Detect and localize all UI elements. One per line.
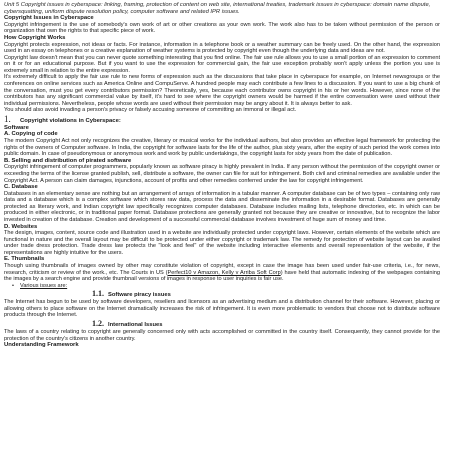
bullet-item [4,283,440,290]
subheading-copying-of-code: A. Copying of code [4,131,58,138]
numbered-heading-copyright-violations [4,115,440,124]
subheading-websites: D. Websites [4,223,38,230]
subheading-pirated-software: B. Selling and distribution of pirated software [4,157,132,164]
case-citation-link[interactable]: Perfect10 v Amazon, Kelly v Arriba Soft Corp [167,269,281,276]
heading-number: 1.2. [92,319,104,328]
heading-understanding-framework: Understanding Framework [4,342,79,349]
paragraph: Copyright infringement of computer programmers, popularly known as software piracy is highly prevalent in India. If any person without the permission of the copyright owner or exceeding the terms of the license granted publish, sell, distribute a software, the owner can file for suit for infringement. Both civil and criminal remedies are available under the Copyright Act. A person can claim damages, injunctions, account of profits and other remedies conferred under the law for copyright infringement. [4,164,440,184]
section-heading-copyright-issues: Copyright Issues in Cyberspace [4,15,94,22]
paragraph: Copyright protects expression, not ideas or facts. For instance, information in a telephone book or a weather summary can be freely used. On the other hand, the expression used in an essay on telephones or a creative explanation of weather systems is protected by copyright even though the underlying data and ideas are not. [4,41,440,55]
heading-text: Software piracy issues [108,292,171,299]
text-span: ) have held that automatic indexing of the webpages containing the images by a search engine and provide thumbnail versions of images in response to user inquiries is fair use. [4,269,440,283]
subheading-database: C. Database [4,184,38,191]
paragraph: The laws of a country relating to copyright are generally concerned only with acts accomplished or committed in the country itself. Consequently, they cannot provide for the protection of the country's citizens in another country. [4,329,440,342]
heading-number: 1. [4,113,11,124]
text-span: Though using thumbnails of images owned by other may constitute violation of copyright, except in case the image has been used under fair-use criteria, i.e., for news, research, criticism or review of the work., etc. The Courts in US ( [4,263,440,276]
unit-title: Unit 5 Copyright issues in cyberspace: linking, framing, protection of content on web site, international treaties, trademark issues in cyberspace: domain name dispute, cybersquatting, uniform dispute resolution policy, computer software and related IPR issues. [4,2,431,15]
heading-number: 1.1. [92,289,104,299]
subheading-thumbnails: E. Thumbnails [4,256,45,263]
bullet-text: Various issues are: [20,282,68,289]
paragraph: The Internet has begun to be used by software developers, resellers and licensors as an advertising medium and a distribution channel for their software. However, placing or allowing others to place software on the Internet dramatically increases the risk of infringement. It is even more problematic to vendors that choose not to distribute software products through the Internet. [4,299,440,319]
paragraph: The design, images, content, source code and illustration used in a website are individually protected under copyright laws. However, certain elements of the website which are functional in nature and the overall layout may be difficult to be protected under either copyright or trademark law. The remedy for protection of website layout can be availed under trade dress protection. Trade dress law protects the "look and feel" of the website including interactive elements and overall representation of the website, if the representations are highly intuitive for the users. [4,230,440,256]
paragraph: It's extremely difficult to apply the fair use rule to new forms of expression such as the discussions that take place in cyberspace for example, on Internet newsgroups or the conferences on online services such as America Online and CompuServe. A hundred people may each contribute a few lines to a discussion. If you want to use a big chunk of the conversation, must you get every contributors permission? Theoretically, yes, because each contributor owns copyright in his or her words. However, since none of the contributors has any significant commercial value by itself, it's hard to see where the copyright owners would be harmed if the entire conversation were used without their individual permissions. Nevertheless, people whose words are used without their permission may be angry about it. It is always better to ask. [4,74,440,107]
bullet-icon: • [12,282,14,289]
paragraph: The modern Copyright Act not only recognizes the creative, literary or musical works for the individual authors, but also provides an effective legal framework for protecting the rights of the owners of Computer software. In India, the copyright for software lasts for the life of the author, plus sixty years, after the expiry of such period the work comes into public domain. In case of pseudonymous or anonymous work and work by public undertakings, the copyright lasts for sixty years from the date of publication. [4,138,440,158]
paragraph: Databases in an elementary sense are nothing but an arrangement of arrays of information in a tabular manner. A computer database can be of two types – containing only raw data and a database which is a complex software which stores raw data, process the data and disseminate the information in a desirable format. Databases are generally protected as literary work, and Indian copyright law specifically recognizes computer databases. Database includes mailing lists, telephone directories, etc. in which can be produced in either electronic, or in traditional paper format. Database protections are generally granted not because they are creative or innovative, but to recognize the labor invested in creation of the database. Creation and development of a successful commercial database involves investment of huge sum of money and time. [4,190,440,223]
section-heading-how-copyright-works: How Copyright Works [4,34,66,41]
paragraph: You should also avoid invading a person's privacy or falsely accusing someone of committing an immoral or illegal act. [4,107,297,114]
paragraph-thumbnails [4,263,440,283]
paragraph: Copyright law doesn't mean that you can never quote something interesting that you find online. The fair use rule allows you to use a small portion of an expression to comment on it or for an educational purpose. But if you want to use the expression for commercial gain, the fair use exception probably won't apply unless the portion you use is extremely small in relation to the entire expression. [4,54,440,74]
software-heading: Software [4,124,29,131]
numbered-subheading-software-piracy [4,290,440,298]
heading-text: International Issues [108,322,163,328]
numbered-subheading-international [4,320,440,328]
heading-text: Copyright violations in Cyberspace: [20,117,121,124]
paragraph: Copyright infringement is the use of somebody's own work of art or other creations as your own work. The work also has to be taken without permission of the person or organization that own the rights to that specific piece of work. [4,21,440,35]
